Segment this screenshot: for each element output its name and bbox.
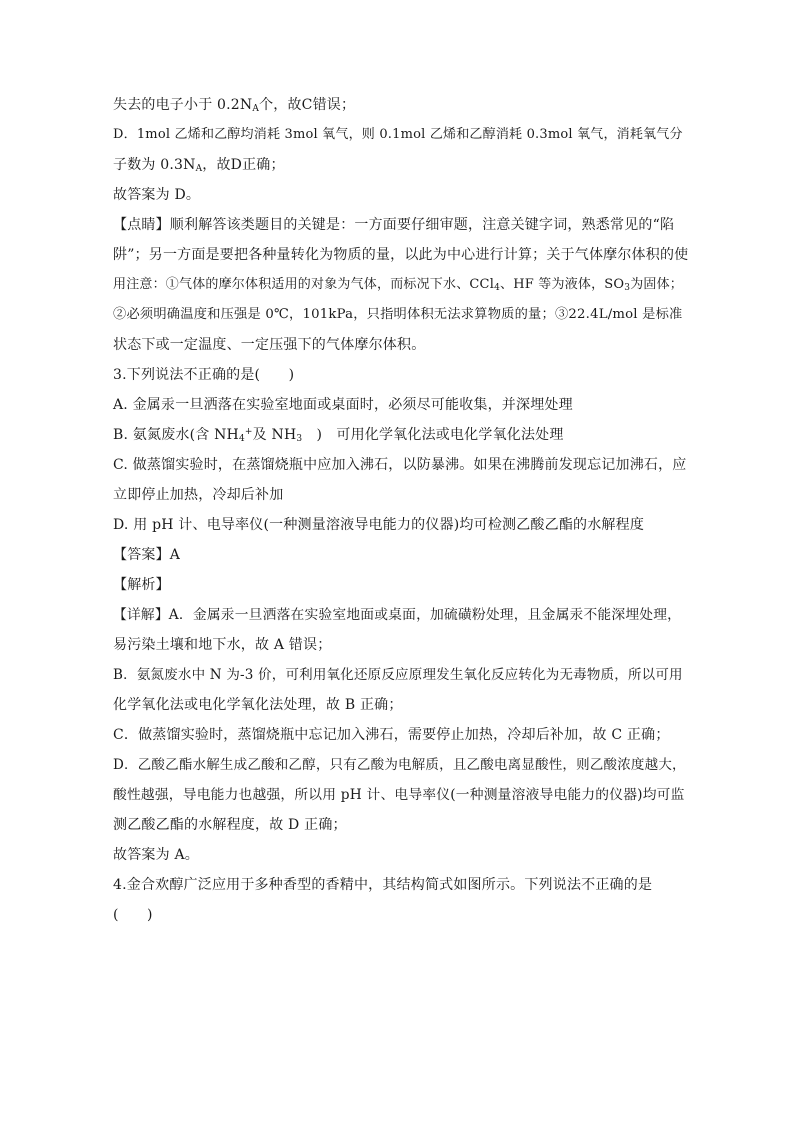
question-4-stem: 4.金合欢醇广泛应用于多种香型的香精中，其结构简式如图所示。下列说法不正确的是 <box>113 877 653 893</box>
question-3-option-c-cont: 立即停止加热，冷却后补加 <box>113 487 284 503</box>
question-3-option-a: A. 金属汞一旦洒落在实验室地面或桌面时，必须尽可能收集，并深埋处理 <box>113 397 573 413</box>
analysis-heading: 【解析】 <box>113 577 170 593</box>
question-3-option-d: D. 用 pH 计、电导率仪(一种测量溶液导电能力的仪器)均可检测乙酸乙酯的水解程度 <box>113 517 645 533</box>
detail-line: D．乙酸乙酯水解生成乙酸和乙醇，只有乙酸为电解质，且乙酸电离显酸性，则乙酸浓度越大， <box>113 757 686 773</box>
detail-line: 【详解】A．金属汞一旦洒落在实验室地面或桌面，加硫磺粉处理，且金属汞不能深埋处理， <box>113 607 682 623</box>
tip-paragraph-line: 用注意：①气体的摩尔体积适用的对象为气体，而标况下水、CCl$_4$、HF 等为液体，$SO_3$为固体； <box>113 277 684 293</box>
detail-line: 测乙酸乙酯的水解程度，故 D 正确； <box>113 817 347 833</box>
text-line: 失去的电子小于 $0.2N_A$个，故C错误； <box>113 97 356 114</box>
detail-line: B．氨氮废水中 N 为-3 价，可利用氧化还原反应原理发生氧化反应转化为无毒物质，所以可用 <box>113 667 683 683</box>
detail-line: 化学氧化法或电化学氧化法处理，故 B 正确； <box>113 697 403 713</box>
document-page <box>113 96 688 936</box>
detail-line: C．做蒸馏实验时，蒸馏烧瓶中忘记加入沸石，需要停止加热，冷却后补加，故 C 正确； <box>113 727 670 743</box>
tip-paragraph-line: 状态下或一定温度、一定压强下的气体摩尔体积。 <box>113 337 426 353</box>
option-d-explanation: D．1mol 乙烯和乙醇均消耗 3mol 氧气，则 0.1mol 乙烯和乙醇消耗 0.3mol 氧气，消耗氧气分 <box>113 127 683 142</box>
tip-paragraph-line: 阱”；另一方面是要把各种量转化为物质的量，以此为中心进行计算；关于气体摩尔体积的使 <box>113 247 689 263</box>
text-line: 子数为 $0.3N_A$，故D正确； <box>113 157 285 174</box>
question-3-option-c: C. 做蒸馏实验时，在蒸馏烧瓶中应加入沸石，以防暴沸。如果在沸腾前发现忘记加沸石，应 <box>113 457 687 473</box>
answer-conclusion: 故答案为 D。 <box>113 187 201 203</box>
question-3-stem: 3.下列说法不正确的是( ) <box>113 367 295 383</box>
answer-conclusion: 故答案为 A。 <box>113 847 199 863</box>
answer-heading: 【答案】A <box>113 547 181 563</box>
tip-paragraph-line: 【点睛】顺利解答该类题目的关键是：一方面要仔细审题，注意关键字词，熟悉常见的“陷 <box>113 217 675 233</box>
tip-paragraph-line: ②必须明确温度和压强是 0℃，101kPa，只指明体积无法求算物质的量；③22.4L/mol 是标准 <box>113 307 683 322</box>
detail-line: 易污染土壤和地下水，故 A 错误； <box>113 637 332 653</box>
question-4-stem-cont: ( ) <box>113 907 153 923</box>
detail-line: 酸性越强，导电能力也越强，所以用 pH 计、电导率仪(一种测量溶液导电能力的仪器)均可监 <box>113 787 685 803</box>
question-3-option-b: B. 氨氮废水(含 $NH_4^+$及 $NH_3$ ) 可用化学氧化法或电化学氧化法处理 <box>113 427 564 444</box>
